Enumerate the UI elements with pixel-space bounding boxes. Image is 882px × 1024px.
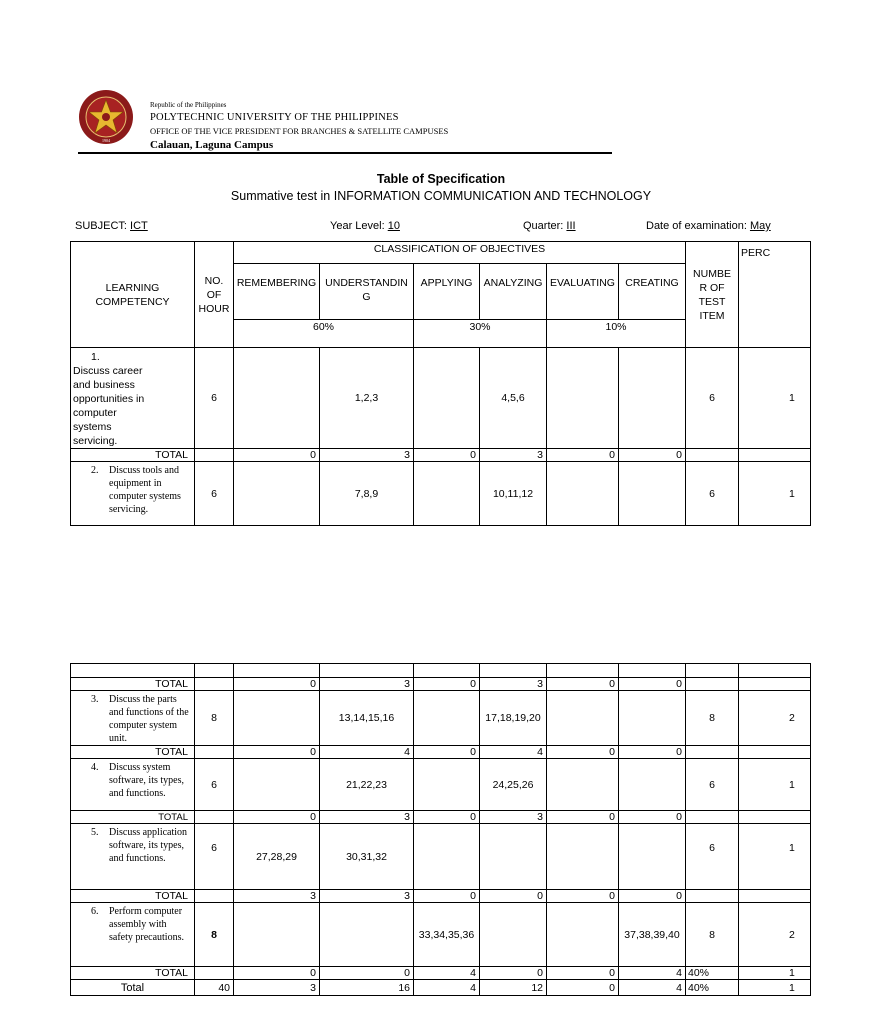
table-row: 5. Discuss application software, its types, and functions. 6 27,28,29 30,31,32 6 1: [71, 824, 811, 890]
competency-cell: 1.Discuss career and business opportunities in computer systems servicing.: [71, 348, 195, 449]
competency-cell: 2. Discuss tools and equipment in computer systems servicing.: [71, 462, 195, 526]
total-row: TOTAL 3 3 0 0 0 0: [71, 890, 811, 903]
competency-cell: 4. Discuss system software, its types, and functions.: [71, 759, 195, 811]
spec-table-page1: [70, 241, 811, 526]
competency-cell: 3. Discuss the parts and functions of the computer system unit.: [71, 691, 195, 746]
classification-header: CLASSIFICATION OF OBJECTIVES: [234, 242, 686, 264]
evaluating-header: EVALUATING: [547, 264, 619, 320]
creating-header: CREATING: [619, 264, 686, 320]
office-line: OFFICE OF THE VICE PRESIDENT FOR BRANCHES & SATELLITE CAMPUSES: [150, 126, 449, 136]
university-name: POLYTECHNIC UNIVERSITY OF THE PHILIPPINES: [150, 112, 399, 123]
table-row: 3. Discuss the parts and functions of the computer system unit. 8 13,14,15,16 17,18,19,20 8 2: [71, 691, 811, 746]
doc-title: Table of Specification: [376, 172, 506, 186]
doc-subtitle: Summative test in INFORMATION COMMUNICATION AND TECHNOLOGY: [230, 189, 652, 203]
pct-60: 60%: [234, 320, 414, 348]
total-row: TOTAL 0 0 4 0 0 4 40% 1: [71, 967, 811, 980]
year-level-field: Year Level: 10: [330, 220, 400, 232]
spec-table-page2: [70, 663, 811, 996]
table-row: 2. Discuss tools and equipment in computer systems servicing. 6 7,8,9 10,11,12 6 1: [71, 462, 811, 526]
subject-field: SUBJECT: ICT: [75, 220, 148, 232]
campus-line: Calauan, Laguna Campus: [150, 139, 274, 151]
hours-header: NO. OF HOUR: [195, 242, 234, 348]
total-row: TOTAL 0 4 0 4 0 0: [71, 746, 811, 759]
analyzing-header: ANALYZING: [480, 264, 547, 320]
republic-line: Republic of the Philippines: [150, 101, 227, 109]
total-row: TOTAL 0 3 0 3 0 0: [71, 811, 811, 824]
quarter-field: Quarter: III: [523, 220, 576, 232]
total-row: TOTAL 0 3 0 3 0 0: [71, 678, 811, 691]
pct-10: 10%: [547, 320, 686, 348]
table-row: 1.Discuss career and business opportunities in computer systems servicing. 6 1,2,3 4,5,6 6 1: [71, 348, 811, 449]
competency-cell: 6. Perform computer assembly with safety precautions.: [71, 903, 195, 967]
understanding-header: UNDERSTANDIN G: [320, 264, 414, 320]
table-row: 6. Perform computer assembly with safety precautions. 8 33,34,35,36 37,38,39,40 8 2: [71, 903, 811, 967]
exam-date-field: Date of examination: May: [646, 220, 771, 232]
applying-header: APPLYING: [414, 264, 480, 320]
pct-30: 30%: [414, 320, 547, 348]
learning-competency-header: LEARNING COMPETENCY: [71, 242, 195, 348]
remembering-header: REMEMBERING: [234, 264, 320, 320]
grand-total-row: Total 40 3 16 4 12 0 4 40% 1: [71, 980, 811, 996]
university-seal: [78, 89, 134, 145]
total-row: TOTAL 0 3 0 3 0 0: [71, 449, 811, 462]
competency-cell: 5. Discuss application software, its types, and functions.: [71, 824, 195, 890]
percentage-header: PERC: [739, 242, 811, 348]
header-rule: [78, 152, 612, 154]
number-of-items-header: NUMBE R OF TEST ITEM: [686, 242, 739, 348]
table-row: 4. Discuss system software, its types, and functions. 6 21,22,23 24,25,26 6 1: [71, 759, 811, 811]
svg-text:1904: 1904: [102, 138, 110, 143]
